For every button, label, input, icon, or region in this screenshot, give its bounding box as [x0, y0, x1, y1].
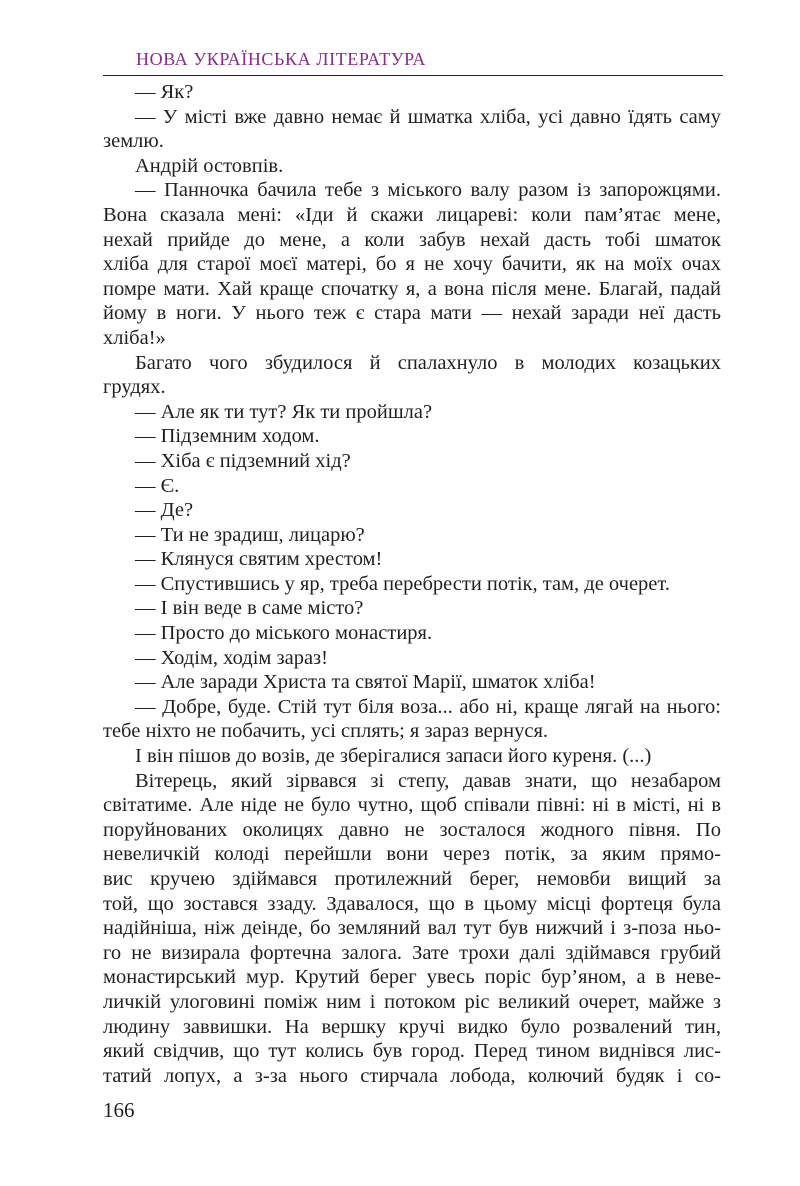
text-line: — Панночка бачила тебе з міського валу разом із запорожцями.	[135, 179, 721, 202]
text-line: І він пішов до возів, де зберігалися запаси його куреня. (...)	[135, 745, 652, 768]
running-header-title: НОВА УКРАЇНСЬКА ЛІТЕРАТУРА	[136, 49, 427, 69]
running-header	[103, 49, 723, 76]
text-line: — Хіба є підземний хід?	[135, 449, 351, 472]
text-line: монастирський мур. Крутий берег увесь поріс бур’яном, а в неве-	[103, 966, 721, 989]
text-line: го не визирала фортечна залога. Зате трохи далі здіймався грубий	[103, 941, 721, 964]
text-line: тебе ніхто не побачить, усі сплять; я зараз вернуся.	[103, 720, 549, 743]
text-line: — Є.	[135, 474, 180, 497]
text-line: невеличкій колоді перейшли вони через потік, за яким прямо-	[103, 843, 721, 866]
text-line: йому в ноги. У нього теж є стара мати — нехай заради неї дасть	[103, 302, 721, 325]
text-line: грудях.	[103, 376, 166, 399]
text-line: Багато чого збудилося й спалахнуло в молодих козацьких	[135, 351, 721, 374]
body-text	[103, 80, 721, 1088]
text-line: личкій улоговині поміж ним і потоком ріс великий очерет, майже з	[103, 990, 721, 1013]
text-line: — Як?	[135, 81, 194, 103]
text-line: який свідчив, що тут колись був город. Перед тином виднівся лис-	[103, 1040, 721, 1063]
text-line: людину заввишки. На вершку кручі видко було розвалений тин,	[103, 1015, 721, 1038]
text-line: — Ходім, ходім зараз!	[135, 646, 328, 669]
text-line: — Клянуся святим хрестом!	[135, 548, 383, 571]
text-line: надійніша, ніж деінде, бо земляний вал тут був нижчий і з-поза ньо-	[103, 917, 721, 940]
text-line: хліба!»	[103, 326, 166, 349]
text-line: Вона сказала мені: «Іди й скажи лицареві: коли пам’ятає мене,	[103, 203, 721, 226]
page-number: 166	[103, 1098, 135, 1122]
text-line: — Підземним ходом.	[135, 425, 320, 448]
text-line: той, що зостався ззаду. Здавалося, що в цьому місці фортеця була	[103, 892, 721, 915]
text-line: — Спустившись у яр, треба перебрести потік, там, де очерет.	[135, 572, 670, 595]
text-line: татий лопух, а з-за нього стирчала лобода, колючий будяк і со-	[103, 1064, 721, 1087]
text-line: світатиме. Але ніде не було чутно, щоб співали півні: ні в місті, ні в	[103, 794, 721, 817]
text-line: помре мати. Хай краще спочатку я, а вона після мене. Благай, падай	[103, 277, 721, 300]
text-line: — Ти не зрадиш, лицарю?	[135, 523, 365, 546]
text-line: — Але як ти тут? Як ти пройшла?	[135, 400, 433, 423]
text-line: землю.	[103, 130, 164, 153]
text-line: вис кручею здіймався протилежний берег, немовби вищий за	[103, 868, 721, 890]
text-line: хліба для старої моєї матері, бо я не хочу бачити, як на моїх очах	[103, 253, 721, 276]
text-line: — Але заради Христа та святої Марії, шматок хліба!	[135, 671, 596, 694]
text-line: Андрій остовпів.	[135, 154, 284, 177]
text-line: — Де?	[135, 499, 194, 522]
text-line: — Добре, буде. Стій тут біля воза... або ні, краще лягай на нього:	[135, 695, 721, 718]
text-line: поруйнованих околицях давно не зосталося жодного півня. По	[103, 818, 721, 841]
text-line: Вітерець, який зірвався зі степу, давав знати, що незабаром	[135, 769, 721, 792]
text-line: — Просто до міського монастиря.	[135, 622, 433, 645]
text-line: — І він веде в саме місто?	[135, 597, 364, 620]
text-line: — У місті вже давно немає й шматка хліба, усі давно їдять саму	[135, 105, 721, 128]
text-line: нехай прийде до мене, а коли забув нехай дасть тобі шматок	[103, 228, 721, 251]
